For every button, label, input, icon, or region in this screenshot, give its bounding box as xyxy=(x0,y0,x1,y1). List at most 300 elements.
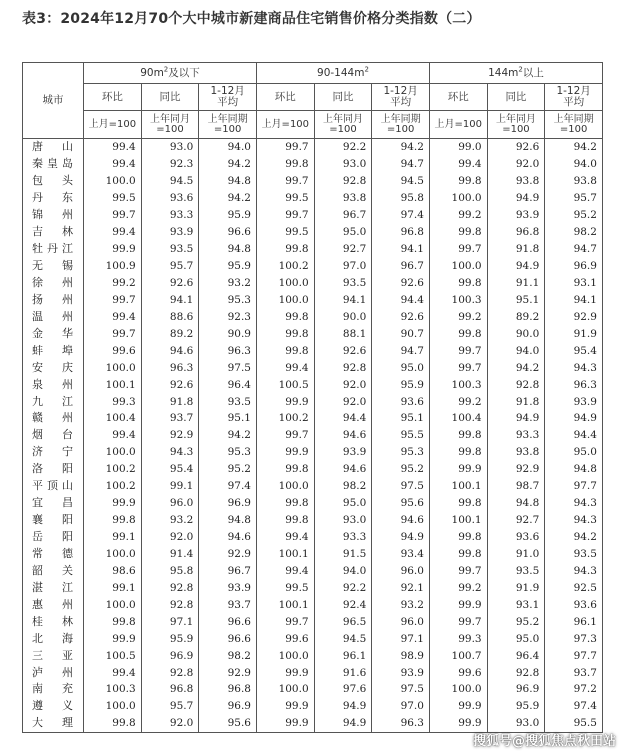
index-value-cell: 92.7 xyxy=(314,241,372,258)
city-cell: 韶关 xyxy=(23,562,84,579)
index-value-cell: 93.3 xyxy=(487,427,545,444)
index-value-cell: 99.9 xyxy=(256,698,314,715)
index-value-cell: 95.6 xyxy=(199,715,257,732)
index-value-cell: 94.9 xyxy=(545,410,603,427)
base-header-yoy: 上年同月=100 xyxy=(141,111,199,139)
index-value-cell: 91.1 xyxy=(487,275,545,292)
index-value-cell: 99.0 xyxy=(429,139,487,156)
index-value-cell: 96.0 xyxy=(372,613,430,630)
table-row xyxy=(23,613,603,630)
sub-header-avg: 1-12月平均 xyxy=(199,84,257,111)
index-value-cell: 99.7 xyxy=(429,359,487,376)
index-value-cell: 91.0 xyxy=(487,546,545,563)
index-value-cell: 96.3 xyxy=(141,359,199,376)
index-value-cell: 94.0 xyxy=(199,139,257,156)
index-value-cell: 92.8 xyxy=(141,596,199,613)
index-value-cell: 95.2 xyxy=(199,461,257,478)
index-value-cell: 93.0 xyxy=(314,156,372,173)
city-cell: 桂林 xyxy=(23,613,84,630)
index-value-cell: 94.5 xyxy=(372,173,430,190)
price-index-table xyxy=(22,62,603,733)
index-value-cell: 92.8 xyxy=(487,376,545,393)
index-value-cell: 95.0 xyxy=(314,495,372,512)
index-value-cell: 96.6 xyxy=(199,630,257,647)
index-value-cell: 99.8 xyxy=(84,613,142,630)
index-value-cell: 100.0 xyxy=(256,291,314,308)
index-value-cell: 89.2 xyxy=(487,308,545,325)
index-value-cell: 100.4 xyxy=(429,410,487,427)
index-value-cell: 97.6 xyxy=(314,681,372,698)
city-cell: 常德 xyxy=(23,546,84,563)
index-value-cell: 99.4 xyxy=(256,359,314,376)
index-value-cell: 93.8 xyxy=(545,173,603,190)
sub-header-mom: 环比 xyxy=(84,84,142,111)
index-value-cell: 93.7 xyxy=(199,596,257,613)
index-value-cell: 96.3 xyxy=(545,376,603,393)
index-value-cell: 99.8 xyxy=(256,461,314,478)
index-value-cell: 99.4 xyxy=(84,224,142,241)
index-value-cell: 100.1 xyxy=(256,596,314,613)
index-value-cell: 100.3 xyxy=(84,681,142,698)
table-row xyxy=(23,342,603,359)
index-value-cell: 100.2 xyxy=(84,478,142,495)
city-cell: 包头 xyxy=(23,173,84,190)
watermark: 搜狐号@搜狐焦点秋田站 xyxy=(472,734,616,749)
index-value-cell: 93.9 xyxy=(487,207,545,224)
index-value-cell: 95.2 xyxy=(487,613,545,630)
city-cell: 泸州 xyxy=(23,664,84,681)
index-value-cell: 99.4 xyxy=(429,156,487,173)
index-value-cell: 95.3 xyxy=(199,291,257,308)
index-value-cell: 96.7 xyxy=(314,207,372,224)
index-value-cell: 94.8 xyxy=(487,495,545,512)
table-row xyxy=(23,444,603,461)
index-value-cell: 100.0 xyxy=(84,698,142,715)
index-value-cell: 99.2 xyxy=(429,308,487,325)
index-value-cell: 94.7 xyxy=(545,241,603,258)
index-value-cell: 95.3 xyxy=(199,444,257,461)
index-value-cell: 99.9 xyxy=(429,698,487,715)
index-value-cell: 94.2 xyxy=(372,139,430,156)
sub-header-yoy: 同比 xyxy=(487,84,545,111)
city-column-header: 城市 xyxy=(23,63,84,139)
index-value-cell: 90.7 xyxy=(372,325,430,342)
index-value-cell: 93.5 xyxy=(141,241,199,258)
table-body xyxy=(23,139,603,733)
index-value-cell: 99.4 xyxy=(84,139,142,156)
index-value-cell: 96.9 xyxy=(141,647,199,664)
index-value-cell: 92.1 xyxy=(372,579,430,596)
city-cell: 蚌埠 xyxy=(23,342,84,359)
city-cell: 扬州 xyxy=(23,291,84,308)
index-value-cell: 95.1 xyxy=(199,410,257,427)
index-value-cell: 99.7 xyxy=(256,613,314,630)
index-value-cell: 99.8 xyxy=(256,308,314,325)
table-row xyxy=(23,173,603,190)
index-value-cell: 96.6 xyxy=(199,613,257,630)
index-value-cell: 100.0 xyxy=(84,359,142,376)
index-value-cell: 88.6 xyxy=(141,308,199,325)
index-value-cell: 100.0 xyxy=(84,173,142,190)
index-value-cell: 97.5 xyxy=(199,359,257,376)
index-value-cell: 100.0 xyxy=(256,275,314,292)
table-row xyxy=(23,681,603,698)
index-value-cell: 99.9 xyxy=(256,444,314,461)
index-value-cell: 99.2 xyxy=(429,207,487,224)
index-value-cell: 96.9 xyxy=(487,681,545,698)
city-cell: 九江 xyxy=(23,393,84,410)
index-value-cell: 99.7 xyxy=(429,562,487,579)
index-value-cell: 93.5 xyxy=(487,562,545,579)
index-value-cell: 96.4 xyxy=(487,647,545,664)
index-value-cell: 90.0 xyxy=(314,308,372,325)
index-value-cell: 94.6 xyxy=(141,342,199,359)
index-value-cell: 96.9 xyxy=(199,698,257,715)
index-value-cell: 95.9 xyxy=(199,207,257,224)
index-value-cell: 94.1 xyxy=(141,291,199,308)
index-value-cell: 99.6 xyxy=(429,664,487,681)
index-value-cell: 100.7 xyxy=(429,647,487,664)
index-value-cell: 93.8 xyxy=(487,444,545,461)
index-value-cell: 95.0 xyxy=(545,444,603,461)
table-row xyxy=(23,241,603,258)
index-value-cell: 94.4 xyxy=(314,410,372,427)
index-value-cell: 95.2 xyxy=(372,461,430,478)
city-cell: 唐山 xyxy=(23,139,84,156)
index-value-cell: 94.6 xyxy=(314,461,372,478)
index-value-cell: 99.7 xyxy=(256,427,314,444)
table-row xyxy=(23,393,603,410)
index-value-cell: 100.2 xyxy=(256,258,314,275)
index-value-cell: 94.8 xyxy=(199,173,257,190)
index-value-cell: 94.3 xyxy=(545,512,603,529)
index-value-cell: 93.6 xyxy=(372,393,430,410)
group-header-medium: $90-144m^2$ xyxy=(256,63,429,84)
index-value-cell: 96.4 xyxy=(199,376,257,393)
city-cell: 泉州 xyxy=(23,376,84,393)
index-value-cell: 93.6 xyxy=(487,529,545,546)
index-value-cell: 95.9 xyxy=(372,376,430,393)
city-cell: 牡丹江 xyxy=(23,241,84,258)
sub-header-avg: 1-12月平均 xyxy=(545,84,603,111)
index-value-cell: 94.3 xyxy=(545,495,603,512)
index-value-cell: 94.1 xyxy=(372,241,430,258)
index-value-cell: 93.1 xyxy=(487,596,545,613)
city-cell: 襄阳 xyxy=(23,512,84,529)
index-value-cell: 99.4 xyxy=(84,427,142,444)
index-value-cell: 94.3 xyxy=(545,562,603,579)
index-value-cell: 98.2 xyxy=(199,647,257,664)
table-row xyxy=(23,512,603,529)
index-value-cell: 94.8 xyxy=(199,512,257,529)
index-value-cell: 100.1 xyxy=(429,478,487,495)
index-value-cell: 99.5 xyxy=(256,190,314,207)
index-value-cell: 95.1 xyxy=(372,410,430,427)
index-value-cell: 93.9 xyxy=(199,579,257,596)
index-value-cell: 96.8 xyxy=(487,224,545,241)
index-value-cell: 91.4 xyxy=(141,546,199,563)
index-value-cell: 95.0 xyxy=(314,224,372,241)
index-value-cell: 97.0 xyxy=(314,258,372,275)
index-value-cell: 95.8 xyxy=(141,562,199,579)
city-cell: 三亚 xyxy=(23,647,84,664)
index-value-cell: 99.1 xyxy=(84,529,142,546)
index-value-cell: 91.9 xyxy=(487,579,545,596)
table-row xyxy=(23,376,603,393)
index-value-cell: 97.7 xyxy=(545,647,603,664)
index-value-cell: 95.0 xyxy=(372,359,430,376)
index-value-cell: 99.6 xyxy=(256,630,314,647)
table-row xyxy=(23,529,603,546)
index-value-cell: 99.4 xyxy=(84,156,142,173)
index-value-cell: 99.4 xyxy=(256,562,314,579)
index-value-cell: 99.9 xyxy=(429,715,487,732)
index-value-cell: 100.0 xyxy=(429,190,487,207)
index-value-cell: 92.9 xyxy=(199,664,257,681)
index-value-cell: 94.4 xyxy=(372,291,430,308)
index-value-cell: 93.8 xyxy=(314,190,372,207)
index-value-cell: 93.7 xyxy=(141,410,199,427)
base-header-avg: 上年同期=100 xyxy=(199,111,257,139)
group-header-large: $144m^2$以上 xyxy=(429,63,602,84)
index-value-cell: 92.8 xyxy=(314,359,372,376)
table-row xyxy=(23,698,603,715)
index-value-cell: 96.9 xyxy=(545,258,603,275)
index-value-cell: 97.1 xyxy=(141,613,199,630)
index-value-cell: 99.2 xyxy=(429,579,487,596)
index-value-cell: 99.1 xyxy=(84,579,142,596)
table-row xyxy=(23,207,603,224)
index-value-cell: 93.0 xyxy=(314,512,372,529)
index-value-cell: 99.6 xyxy=(84,342,142,359)
index-value-cell: 93.4 xyxy=(372,546,430,563)
index-value-cell: 99.2 xyxy=(429,393,487,410)
index-value-cell: 99.8 xyxy=(256,495,314,512)
city-cell: 平顶山 xyxy=(23,478,84,495)
index-value-cell: 93.5 xyxy=(545,546,603,563)
index-value-cell: 94.7 xyxy=(372,342,430,359)
city-cell: 温州 xyxy=(23,308,84,325)
index-value-cell: 92.0 xyxy=(141,715,199,732)
index-value-cell: 100.0 xyxy=(84,444,142,461)
index-value-cell: 99.2 xyxy=(84,275,142,292)
index-value-cell: 89.2 xyxy=(141,325,199,342)
index-value-cell: 99.8 xyxy=(429,546,487,563)
table-row xyxy=(23,325,603,342)
index-value-cell: 100.1 xyxy=(429,512,487,529)
table-row xyxy=(23,156,603,173)
index-value-cell: 99.4 xyxy=(84,664,142,681)
index-value-cell: 94.5 xyxy=(141,173,199,190)
group-header-small: $90m^2$及以下 xyxy=(84,63,257,84)
index-value-cell: 96.0 xyxy=(141,495,199,512)
index-value-cell: 99.9 xyxy=(256,664,314,681)
index-value-cell: 100.3 xyxy=(429,376,487,393)
table-row xyxy=(23,630,603,647)
table-row xyxy=(23,410,603,427)
index-value-cell: 99.8 xyxy=(256,512,314,529)
city-cell: 烟台 xyxy=(23,427,84,444)
index-value-cell: 99.4 xyxy=(256,529,314,546)
table-row xyxy=(23,190,603,207)
index-value-cell: 95.9 xyxy=(141,630,199,647)
sub-header-yoy: 同比 xyxy=(141,84,199,111)
index-value-cell: 94.0 xyxy=(487,342,545,359)
index-value-cell: 99.7 xyxy=(256,207,314,224)
table-row xyxy=(23,596,603,613)
index-value-cell: 91.8 xyxy=(487,241,545,258)
index-value-cell: 95.4 xyxy=(141,461,199,478)
index-value-cell: 94.9 xyxy=(314,698,372,715)
index-value-cell: 99.7 xyxy=(84,325,142,342)
index-value-cell: 99.7 xyxy=(84,207,142,224)
index-value-cell: 92.2 xyxy=(314,139,372,156)
index-value-cell: 100.0 xyxy=(84,596,142,613)
index-value-cell: 100.0 xyxy=(256,681,314,698)
index-value-cell: 100.5 xyxy=(84,647,142,664)
city-cell: 宜昌 xyxy=(23,495,84,512)
city-cell: 安庆 xyxy=(23,359,84,376)
index-value-cell: 99.1 xyxy=(141,478,199,495)
index-value-cell: 98.2 xyxy=(314,478,372,495)
index-value-cell: 99.7 xyxy=(256,173,314,190)
table-row xyxy=(23,461,603,478)
index-value-cell: 99.7 xyxy=(84,291,142,308)
index-value-cell: 93.2 xyxy=(199,275,257,292)
index-value-cell: 94.2 xyxy=(545,529,603,546)
table-row xyxy=(23,139,603,156)
index-value-cell: 99.7 xyxy=(429,342,487,359)
index-value-cell: 94.0 xyxy=(545,156,603,173)
index-value-cell: 100.4 xyxy=(84,410,142,427)
index-value-cell: 100.9 xyxy=(84,258,142,275)
index-value-cell: 99.7 xyxy=(429,613,487,630)
index-value-cell: 99.4 xyxy=(84,308,142,325)
index-value-cell: 92.6 xyxy=(314,342,372,359)
index-value-cell: 94.9 xyxy=(372,529,430,546)
index-value-cell: 93.7 xyxy=(545,664,603,681)
index-value-cell: 97.2 xyxy=(545,681,603,698)
index-value-cell: 99.5 xyxy=(84,190,142,207)
index-value-cell: 93.6 xyxy=(141,190,199,207)
index-value-cell: 97.1 xyxy=(372,630,430,647)
city-cell: 大理 xyxy=(23,715,84,732)
index-value-cell: 97.4 xyxy=(372,207,430,224)
city-cell: 吉林 xyxy=(23,224,84,241)
index-value-cell: 99.8 xyxy=(256,156,314,173)
city-cell: 丹东 xyxy=(23,190,84,207)
table-row xyxy=(23,647,603,664)
index-value-cell: 100.0 xyxy=(256,478,314,495)
sub-header-mom: 环比 xyxy=(429,84,487,111)
index-value-cell: 92.3 xyxy=(199,308,257,325)
index-value-cell: 100.0 xyxy=(429,681,487,698)
index-value-cell: 92.8 xyxy=(314,173,372,190)
index-value-cell: 96.6 xyxy=(199,224,257,241)
index-value-cell: 94.3 xyxy=(141,444,199,461)
index-value-cell: 92.0 xyxy=(314,393,372,410)
index-value-cell: 94.0 xyxy=(314,562,372,579)
index-value-cell: 93.9 xyxy=(372,664,430,681)
index-value-cell: 97.3 xyxy=(545,630,603,647)
table-row xyxy=(23,359,603,376)
index-value-cell: 94.9 xyxy=(314,715,372,732)
index-value-cell: 95.5 xyxy=(545,715,603,732)
index-value-cell: 94.8 xyxy=(545,461,603,478)
index-value-cell: 88.1 xyxy=(314,325,372,342)
index-value-cell: 100.2 xyxy=(84,461,142,478)
sub-header-yoy: 同比 xyxy=(314,84,372,111)
index-value-cell: 98.7 xyxy=(487,478,545,495)
index-value-cell: 93.9 xyxy=(141,224,199,241)
sub-header-mom: 环比 xyxy=(256,84,314,111)
index-value-cell: 90.9 xyxy=(199,325,257,342)
index-value-cell: 94.9 xyxy=(487,410,545,427)
city-cell: 赣州 xyxy=(23,410,84,427)
index-value-cell: 93.2 xyxy=(372,596,430,613)
index-value-cell: 98.9 xyxy=(372,647,430,664)
index-value-cell: 100.5 xyxy=(256,376,314,393)
index-value-cell: 99.9 xyxy=(256,715,314,732)
index-value-cell: 93.6 xyxy=(545,596,603,613)
index-value-cell: 96.8 xyxy=(372,224,430,241)
index-value-cell: 91.6 xyxy=(314,664,372,681)
index-value-cell: 99.9 xyxy=(429,461,487,478)
table-row xyxy=(23,291,603,308)
index-value-cell: 96.5 xyxy=(314,613,372,630)
index-value-cell: 94.3 xyxy=(545,359,603,376)
index-value-cell: 95.7 xyxy=(141,258,199,275)
table-row xyxy=(23,579,603,596)
index-value-cell: 93.1 xyxy=(545,275,603,292)
index-value-cell: 94.9 xyxy=(487,190,545,207)
index-value-cell: 94.2 xyxy=(487,359,545,376)
index-value-cell: 99.8 xyxy=(429,275,487,292)
index-value-cell: 95.6 xyxy=(372,495,430,512)
city-cell: 金华 xyxy=(23,325,84,342)
index-value-cell: 99.8 xyxy=(429,529,487,546)
index-value-cell: 92.8 xyxy=(487,664,545,681)
index-value-cell: 91.8 xyxy=(141,393,199,410)
index-value-cell: 99.8 xyxy=(429,427,487,444)
index-value-cell: 92.6 xyxy=(372,308,430,325)
table-header xyxy=(23,63,603,139)
index-value-cell: 96.8 xyxy=(141,681,199,698)
index-value-cell: 96.3 xyxy=(199,342,257,359)
index-value-cell: 93.3 xyxy=(141,207,199,224)
index-value-cell: 94.6 xyxy=(314,427,372,444)
city-cell: 无锡 xyxy=(23,258,84,275)
index-value-cell: 97.7 xyxy=(545,478,603,495)
index-value-cell: 99.9 xyxy=(84,241,142,258)
index-value-cell: 95.0 xyxy=(487,630,545,647)
base-header-mom: 上月=100 xyxy=(256,111,314,139)
index-value-cell: 93.3 xyxy=(314,529,372,546)
index-value-cell: 93.5 xyxy=(199,393,257,410)
index-value-cell: 97.5 xyxy=(372,478,430,495)
index-value-cell: 91.5 xyxy=(314,546,372,563)
index-value-cell: 93.9 xyxy=(314,444,372,461)
index-value-cell: 95.3 xyxy=(372,444,430,461)
base-header-yoy: 上年同月=100 xyxy=(487,111,545,139)
index-value-cell: 92.0 xyxy=(314,376,372,393)
index-value-cell: 96.1 xyxy=(314,647,372,664)
index-value-cell: 100.1 xyxy=(84,376,142,393)
index-value-cell: 92.2 xyxy=(314,579,372,596)
index-value-cell: 95.4 xyxy=(545,342,603,359)
city-cell: 岳阳 xyxy=(23,529,84,546)
index-value-cell: 99.9 xyxy=(429,596,487,613)
